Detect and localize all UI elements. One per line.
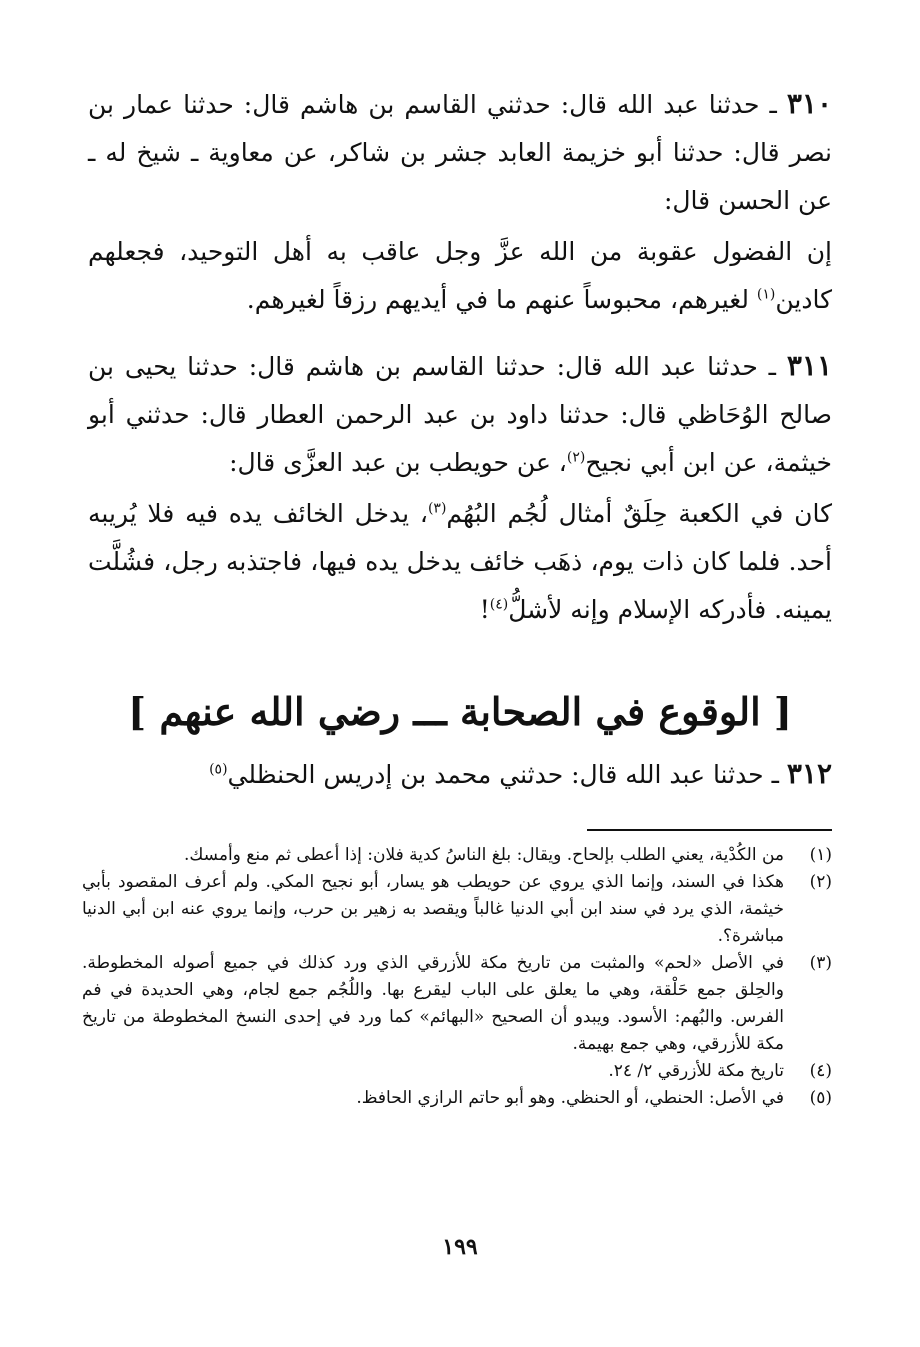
footnote-item — [82, 1058, 832, 1085]
footnote-ref-2: (٢) — [566, 449, 586, 466]
footnote-ref-3: (٣) — [427, 500, 447, 517]
footnote-number: (٥) — [809, 1088, 832, 1108]
hadith-311-chain-a: ـ حدثنا عبد الله قال: حدثنا القاسم بن هاشم قال: حدثنا يحيى بن صالح الوُحَاظي قال: حدثنا داود بن عبد الرحمن العطار قال: حدثني أبو خيثمة، عن ابن أبي نجيح — [88, 352, 832, 477]
hadith-number-311: ٣١١ — [786, 349, 832, 382]
hadith-number-310: ٣١٠ — [786, 87, 833, 120]
footnote-item — [82, 842, 832, 869]
hadith-311-matn-a: كان في الكعبة حِلَقٌ أمثال لُجُم البُهُم — [446, 499, 832, 528]
footnote-text: هكذا في السند، وإنما الذي يروي عن حويطب هو يسار، أبو نجيح المكي. ولم أعرف المقصود بأبي خيثمة، الذي يرد في سند ابن أبي الدنيا غالباً ويقصد به زهير بن حرب، وإنما يروي عنه ابن أبي الدنيا مباشرة؟. — [82, 872, 784, 946]
hadith-311-chain-b: ، عن حويطب بن عبد العزَّى قال: — [229, 448, 567, 477]
section-heading: [ الوقوع في الصحابة ـــ رضي الله عنهم ] — [128, 689, 792, 734]
footnote-text: تاريخ مكة للأزرقي ٢/ ٢٤. — [608, 1061, 784, 1081]
footnote-item — [82, 869, 832, 950]
hadith-310-isnad — [88, 80, 832, 225]
hadith-310-matn-a: إن الفضول عقوبة من الله عزَّ وجل عاقب به أهل التوحيد، فجعلهم كادين — [88, 237, 832, 314]
hadith-311-text — [88, 490, 832, 634]
hadith-311-matn-b: ، يدخل الخائف يده فيه فلا يُريبه أحد. فلما كان ذات يوم، ذهَب خائف يدخل يده فيها، فاجتذبه رجل، فشُلَّت يمينه. فأدركه الإسلام وإنه لأشلُّ — [88, 499, 832, 624]
hadith-310-matn-b: لغيرهم، محبوساً عنهم ما في أيديهم رزقاً لغيرهم. — [246, 285, 749, 314]
footnote-separator — [587, 829, 832, 831]
footnote-text: في الأصل: الحنطي، أو الحنظي. وهو أبو حاتم الرازي الحافظ. — [356, 1088, 784, 1108]
footnote-ref-4: (٤) — [489, 596, 509, 613]
footnote-item — [82, 950, 832, 1058]
footnote-number: (١) — [809, 845, 832, 865]
footnote-number: (٤) — [809, 1061, 832, 1081]
hadith-number-312: ٣١٢ — [786, 757, 832, 790]
hadith-310-text — [88, 228, 832, 324]
footnote-number: (٣) — [809, 953, 832, 973]
page-number: ١٩٩ — [442, 1234, 478, 1260]
footnote-item — [82, 1085, 832, 1112]
footnote-ref-5: (٥) — [209, 761, 228, 778]
hadith-311-isnad — [88, 342, 832, 487]
footnote-number: (٢) — [809, 872, 832, 892]
footnote-text: في الأصل «لحم» والمثبت من تاريخ مكة للأزرقي الذي ورد كذلك في جميع أصوله المخطوطة. والحِلق جمع حَلْقة، وهي ما يعلق على الباب ليقرع بها. واللُجُم جمع لجام، وهي الحديدة في فم الفرس. والبُهم: الأسود. ويبدو أن الصحيح «البهائم» كما ورد في إحدى النسخ المخطوطة من تاريخ مكة للأزرقي، وهي جمع بهيمة. — [82, 953, 784, 1054]
hadith-312-chain: ـ حدثنا عبد الله قال: حدثني محمد بن إدريس الحنظلي — [227, 760, 779, 789]
hadith-312-isnad — [88, 750, 832, 799]
footnote-text: من الكُدْية، يعني الطلب بإلحاح. ويقال: بلغ الناسُ كدية فلان: إذا أعطى ثم منع وأمسك. — [183, 845, 784, 865]
footnote-ref-1: (١) — [756, 286, 776, 303]
footnotes — [82, 842, 832, 1112]
hadith-311-matn-c: ! — [479, 595, 490, 624]
hadith-310-chain: ـ حدثنا عبد الله قال: حدثني القاسم بن هاشم قال: حدثنا عمار بن نصر قال: حدثنا أبو خزيمة العابد جشر بن شاكر، عن معاوية ـ شيخ له ـ عن الحسن قال: — [88, 90, 832, 215]
